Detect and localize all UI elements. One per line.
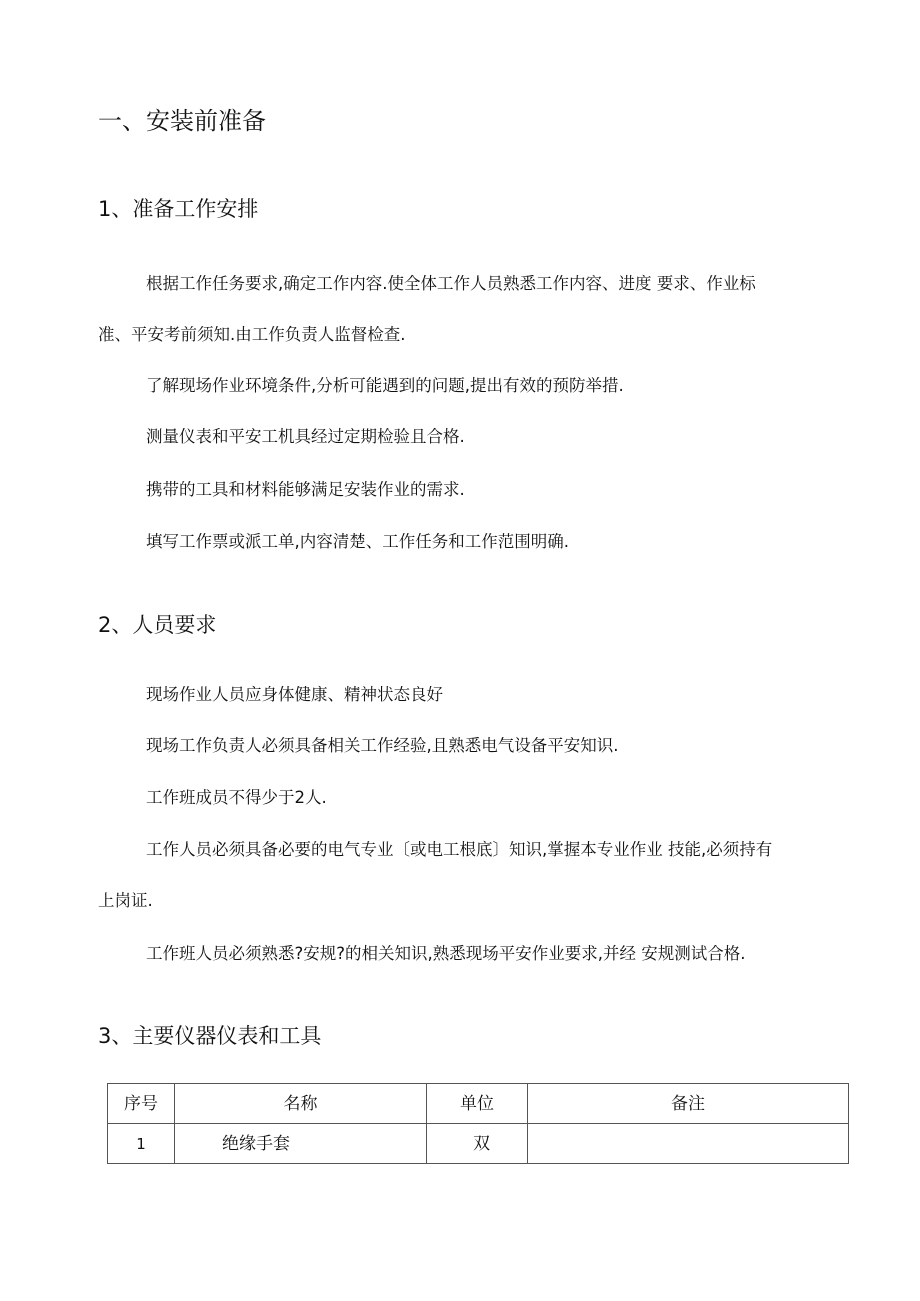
table-header-note: 备注 bbox=[528, 1084, 849, 1124]
subsection-heading-2: 2、人员要求 bbox=[98, 613, 217, 637]
paragraph-1-4: 携带的工具和材料能够满足安装作业的需求. bbox=[146, 480, 465, 499]
paragraph-1-1-line-2: 准、平安考前须知.由工作负责人监督检查. bbox=[98, 325, 406, 344]
table-cell-seq: 1 bbox=[108, 1124, 175, 1164]
paragraph-1-3: 测量仪表和平安工机具经过定期检验且合格. bbox=[146, 427, 465, 446]
paragraph-2-3: 工作班成员不得少于2人. bbox=[146, 788, 327, 807]
table-header-row bbox=[108, 1084, 849, 1124]
table-row bbox=[108, 1124, 849, 1164]
table-header-name: 名称 bbox=[175, 1084, 427, 1124]
paragraph-2-4-line-1: 工作人员必须具备必要的电气专业〔或电工根底〕知识,掌握本专业作业 技能,必须持有 bbox=[146, 840, 773, 859]
paragraph-1-2: 了解现场作业环境条件,分析可能遇到的问题,提出有效的预防举措. bbox=[146, 376, 624, 395]
table-cell-unit: 双 bbox=[427, 1124, 528, 1164]
paragraph-2-5: 工作班人员必须熟悉?安规?的相关知识,熟悉现场平安作业要求,并经 安规测试合格. bbox=[146, 944, 746, 963]
table-cell-note bbox=[528, 1124, 849, 1164]
table-cell-name: 绝缘手套 bbox=[175, 1124, 427, 1164]
table-header-seq: 序号 bbox=[108, 1084, 175, 1124]
paragraph-1-5: 填写工作票或派工单,内容清楚、工作任务和工作范围明确. bbox=[146, 532, 569, 551]
instrument-tools-table bbox=[107, 1083, 849, 1164]
paragraph-2-4-line-2: 上岗证. bbox=[98, 891, 153, 910]
paragraph-2-1: 现场作业人员应身体健康、精神状态良好 bbox=[146, 685, 443, 704]
table-header-unit: 单位 bbox=[427, 1084, 528, 1124]
subsection-heading-3: 3、主要仪器仪表和工具 bbox=[98, 1024, 322, 1048]
subsection-heading-1: 1、准备工作安排 bbox=[98, 197, 259, 221]
section-heading-1: 一、安装前准备 bbox=[98, 107, 266, 135]
paragraph-2-2: 现场工作负责人必须具备相关工作经验,且熟悉电气设备平安知识. bbox=[146, 736, 619, 755]
paragraph-1-1-line-1: 根据工作任务要求,确定工作内容.使全体工作人员熟悉工作内容、进度 要求、作业标 bbox=[146, 274, 756, 293]
